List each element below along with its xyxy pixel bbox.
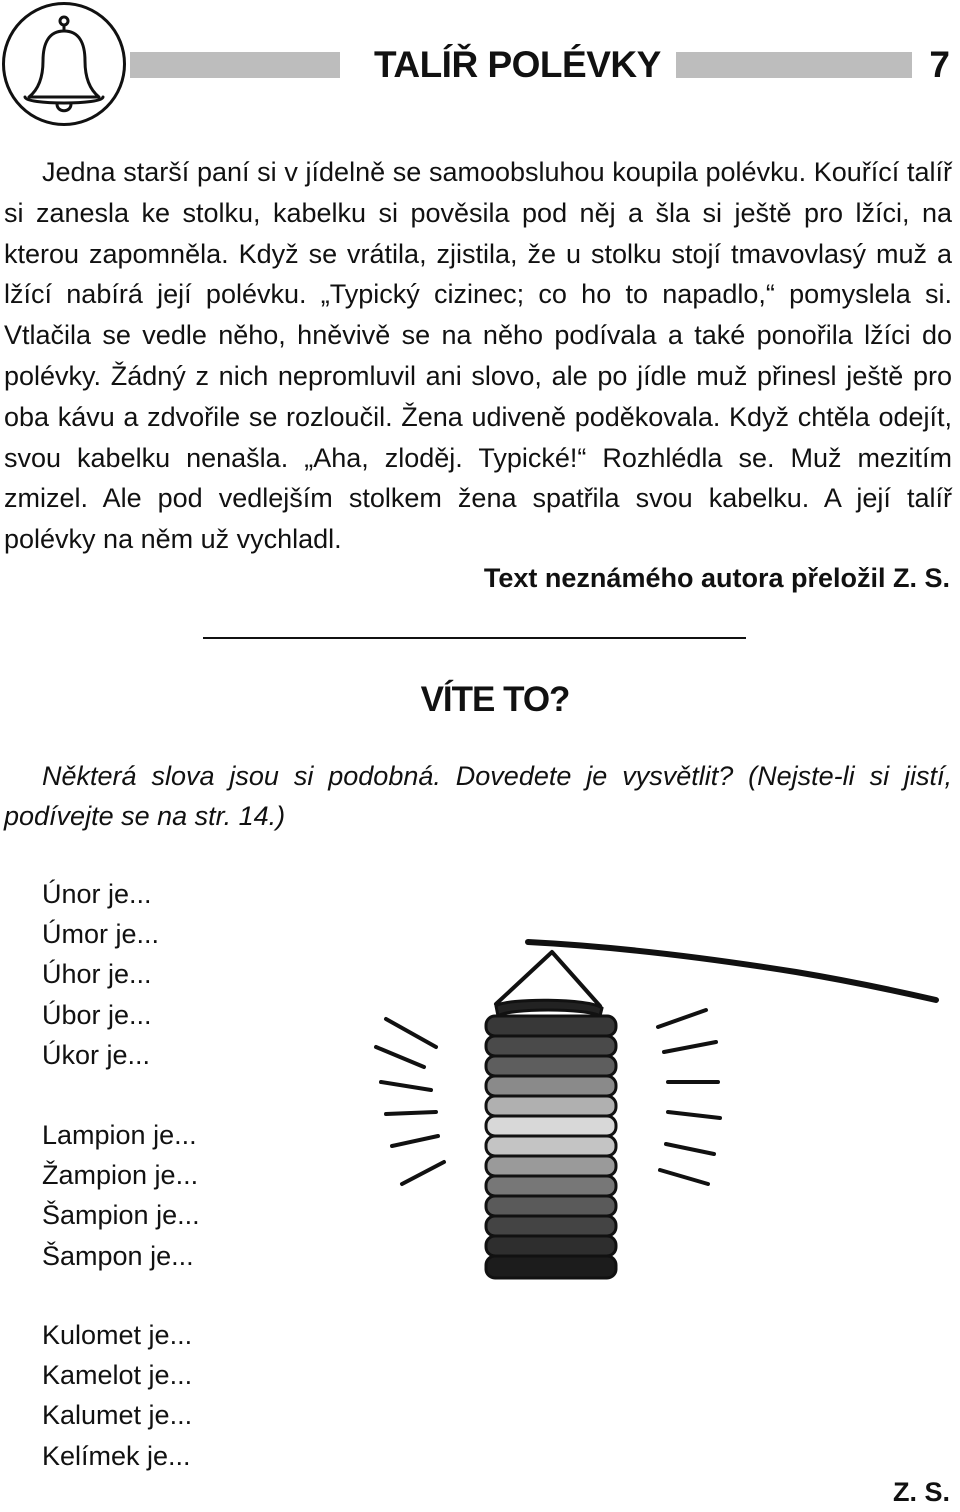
bell-icon — [5, 5, 123, 123]
list-item: Kulomet je... — [42, 1320, 193, 1350]
paper-lantern-icon — [356, 922, 942, 1292]
list-item: Kamelot je... — [42, 1360, 193, 1391]
list-item: Lampion je... — [42, 1120, 197, 1150]
story-text: Jedna starší paní si v jídelně se samoobsluhou koupila polévku. Kouřící talíř si zanesla ke stolku, kabelku si pověsila pod něj a šla si ještě pro lžíci, na kterou zapomněla. Když se vrátila, zjistila, že u stolku stojí tmavovlasý muž a lžící nabírá její polévku. „Typický cizinec; co ho to napadlo,“ pomyslela si. Vtlačila se vedle něho, hněvivě se na něho podívala a také ponořila lžíci do polévky. Žádný z nich nepromluvil ani slovo, ale po jídle muž přinesl ještě pro oba kávu a zdvořile se rozloučil. Žena udiveně poděkovala. Když chtěla odejít, svou kabelku nenašla. „Aha, zloděj. Typické!“ Rozhlédla se. Muž mezitím zmizel. Ale pod vedlejším stolkem žena spatřila svou kabelku. A její talíř polévky na něm už vychladl. — [4, 157, 952, 555]
list-item: Úhor je... — [42, 959, 152, 990]
list-item: Úmor je... — [42, 919, 160, 950]
list-item: Kalumet je... — [42, 1400, 193, 1431]
list-item: Únor je... — [42, 879, 152, 909]
word-group-1 — [42, 874, 159, 1075]
list-item: Kelímek je... — [42, 1440, 191, 1471]
bell-emblem — [2, 2, 126, 126]
list-item: Úkor je... — [42, 1039, 151, 1070]
word-group-2 — [42, 1115, 200, 1276]
word-group-3 — [42, 1315, 192, 1476]
list-item: Šampon je... — [42, 1240, 194, 1271]
header-bar-right — [676, 52, 912, 78]
list-item: Žampion je... — [42, 1160, 199, 1191]
page-title: TALÍŘ POLÉVKY — [374, 44, 661, 85]
story-paragraph — [4, 152, 952, 560]
quiz-instruction — [4, 756, 952, 836]
quiz-instruction-text: Některá slova jsou si podobná. Dovedete je vysvětlit? (Nejste-li si jistí, podívejte se na str. 14.) — [4, 761, 952, 831]
list-item: Šampion je... — [42, 1200, 200, 1231]
list-item: Úbor je... — [42, 999, 152, 1030]
signature: Z. S. — [892, 1477, 950, 1507]
story-author: Text neznámého autora přeložil Z. S. — [483, 563, 950, 593]
quiz-title: VÍTE TO? — [420, 680, 570, 719]
header-bar-left — [130, 52, 340, 78]
page-number: 7 — [929, 44, 950, 85]
section-divider — [203, 637, 746, 639]
